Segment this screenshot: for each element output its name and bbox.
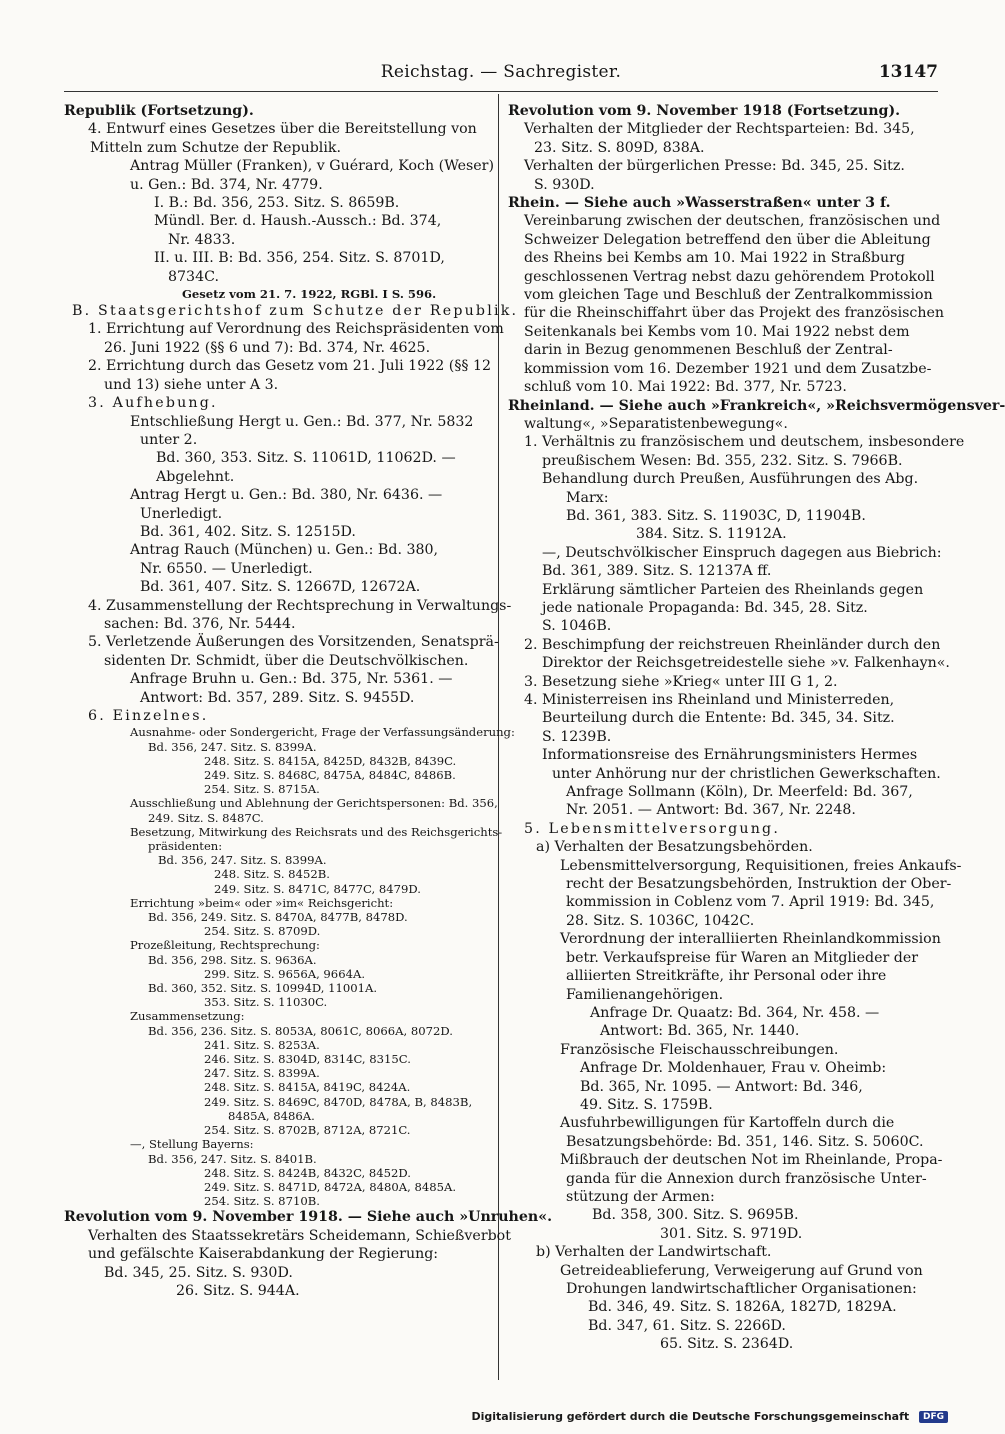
left-column-line: 248. Sitz. S. 8415A, 8425D, 8432B, 8439C. xyxy=(204,753,457,768)
running-title: Reichstag. — Sachregister. xyxy=(380,62,622,82)
left-column-line: 254. Sitz. S. 8715A. xyxy=(204,782,320,797)
left-column-line: 26. Juni 1922 (§§ 6 und 7): Bd. 374, Nr. 4625. xyxy=(104,339,431,356)
right-column-line: Französische Fleischausschreibungen. xyxy=(560,1041,839,1058)
left-column-line: 2. Errichtung durch das Gesetz vom 21. Juli 1922 (§§ 12 xyxy=(88,358,492,375)
right-column-line: 3. Besetzung siehe »Krieg« unter III G 1, 2. xyxy=(524,673,838,690)
right-column-line: Bd. 358, 300. Sitz. S. 9695B. xyxy=(592,1207,799,1224)
right-column-line: preußischem Wesen: Bd. 355, 232. Sitz. S. 7966B. xyxy=(542,452,903,469)
right-column-line: Revolution vom 9. November 1918 (Fortsetzung). xyxy=(508,103,901,119)
left-column-line: Mitteln zum Schutze der Republik. xyxy=(90,139,341,156)
right-column-line: Marx: xyxy=(566,489,609,506)
right-column-line: 28. Sitz. S. 1036C, 1042C. xyxy=(566,912,755,929)
left-column-line: 4. Entwurf eines Gesetzes über die Bereitstellung von xyxy=(88,121,477,138)
right-column-line: Mißbrauch der deutschen Not im Rheinlande, Propa- xyxy=(560,1152,943,1169)
right-column-line: betr. Verkaufspreise für Waren an Mitglieder der xyxy=(566,949,919,966)
right-column-line: Rheinland. — Siehe auch »Frankreich«, »Reichsvermögensver- xyxy=(508,397,1005,414)
left-column-line: unter 2. xyxy=(140,431,198,448)
funding-note: Digitalisierung gefördert durch die Deutsche Forschungsgemeinschaft xyxy=(471,1410,910,1423)
left-column-line: 241. Sitz. S. 8253A. xyxy=(204,1037,320,1052)
left-column-line: u. Gen.: Bd. 374, Nr. 4779. xyxy=(130,176,323,193)
left-column-line: I. B.: Bd. 356, 253. Sitz. S. 8659B. xyxy=(154,195,400,212)
right-column-line: stützung der Armen: xyxy=(566,1188,715,1205)
right-column-line: Erklärung sämtlicher Parteien des Rheinlands gegen xyxy=(542,581,924,598)
left-column-line: Errichtung »beim« oder »im« Reichsgericht: xyxy=(130,895,394,910)
right-column-line: b) Verhalten der Landwirtschaft. xyxy=(536,1244,772,1261)
right-column-line: S. 1046B. xyxy=(542,618,612,635)
left-column-line: Bd. 356, 247. Sitz. S. 8399A. xyxy=(158,853,327,868)
left-column-line: 248. Sitz. S. 8452B. xyxy=(214,867,330,882)
right-column-line: Familienangehörigen. xyxy=(566,986,724,1003)
left-column-line: Antrag Hergt u. Gen.: Bd. 380, Nr. 6436. — xyxy=(130,487,443,504)
right-column-line: Direktor der Reichsgetreidestelle siehe »v. Falkenhayn«. xyxy=(542,655,950,672)
left-column-line: Mündl. Ber. d. Haush.-Aussch.: Bd. 374, xyxy=(154,213,442,230)
left-column-line: Verhalten des Staatssekretärs Scheidemann, Schießverbot xyxy=(88,1227,511,1244)
left-column-line: Republik (Fortsetzung). xyxy=(64,103,254,119)
left-column-line: Bd. 360, 353. Sitz. S. 11061D, 11062D. — xyxy=(156,450,456,467)
left-column-line: 353. Sitz. S. 11030C. xyxy=(204,995,328,1010)
right-column-line: Ausfuhrbewilligungen für Kartoffeln durch die xyxy=(560,1115,895,1132)
right-column-line: ganda für die Annexion durch französische Unter- xyxy=(566,1170,927,1187)
left-column-line: 249. Sitz. S. 8469C, 8470D, 8478A, B, 8483B, xyxy=(204,1094,473,1109)
left-column-line: 248. Sitz. S. 8415A, 8419C, 8424A. xyxy=(204,1080,411,1095)
left-column-line: Bd. 356, 247. Sitz. S. 8401B. xyxy=(148,1151,317,1166)
left-column-line: sidenten Dr. Schmidt, über die Deutschvölkischen. xyxy=(104,652,469,669)
right-column-line: Schweizer Delegation betreffend den über die Ableitung xyxy=(524,231,931,248)
right-column-line: Verordnung der interalliierten Rheinlandkommission xyxy=(560,931,941,948)
left-column-line: Bd. 360, 352. Sitz. S. 10994D, 11001A. xyxy=(148,981,378,996)
left-column-line: 254. Sitz. S. 8702B, 8712A, 8721C. xyxy=(204,1123,411,1138)
left-column-line: Antwort: Bd. 357, 289. Sitz. S. 9455D. xyxy=(140,689,415,706)
left-column-line: Bd. 361, 402. Sitz. S. 12515D. xyxy=(140,523,356,540)
right-column-line: 5. Lebensmittelversorgung. xyxy=(524,820,781,837)
left-column-line: Gesetz vom 21. 7. 1922, RGBl. I S. 596. xyxy=(182,287,437,302)
left-column-line: 1. Errichtung auf Verordnung des Reichspräsidenten vom xyxy=(88,321,504,338)
left-column-line: 8734C. xyxy=(168,268,219,285)
right-column-line: Besatzungsbehörde: Bd. 351, 146. Sitz. S. 5060C. xyxy=(566,1133,924,1150)
left-column-line: 26. Sitz. S. 944A. xyxy=(176,1282,300,1299)
left-column-line: 5. Verletzende Äußerungen des Vorsitzenden, Senatsprä- xyxy=(88,634,499,651)
left-column-line: Antrag Müller (Franken), v Guérard, Koch (Weser) xyxy=(130,158,495,175)
left-column-line: 249. Sitz. S. 8487C. xyxy=(148,810,264,825)
right-column-line: Vereinbarung zwischen der deutschen, französischen und xyxy=(524,213,941,230)
right-column-line: kommission in Coblenz vom 7. April 1919: Bd. 345, xyxy=(566,894,935,911)
left-column-line: Entschließung Hergt u. Gen.: Bd. 377, Nr. 5832 xyxy=(130,413,474,430)
right-column-line: Verhalten der bürgerlichen Presse: Bd. 345, 25. Sitz. xyxy=(524,158,905,175)
left-column-line: Bd. 361, 407. Sitz. S. 12667D, 12672A. xyxy=(140,579,421,596)
page-number: 13147 xyxy=(878,62,938,82)
page-header xyxy=(64,62,938,92)
right-column-line: Behandlung durch Preußen, Ausführungen des Abg. xyxy=(542,471,919,488)
left-column-line: Bd. 356, 298. Sitz. S. 9636A. xyxy=(148,952,317,967)
left-column-line: und 13) siehe unter A 3. xyxy=(104,376,279,393)
left-column-line: Zusammensetzung: xyxy=(130,1009,245,1024)
left-column-line: B. Staatsgerichtshof zum Schutze der Republik. xyxy=(72,303,519,320)
right-column-line: Seitenkanals bei Kembs vom 10. Mai 1922 nebst dem xyxy=(524,323,910,340)
right-column-line: S. 1239B. xyxy=(542,728,612,745)
right-column-line: Informationsreise des Ernährungsministers Hermes xyxy=(542,747,918,764)
right-column-line: a) Verhalten der Besatzungsbehörden. xyxy=(536,839,813,856)
left-column-line: Revolution vom 9. November 1918. — Siehe auch »Unruhen«. xyxy=(64,1209,553,1226)
right-column-line: 1. Verhältnis zu französischem und deutschem, insbesondere xyxy=(524,434,965,451)
left-column-line: Ausschließung und Ablehnung der Gerichtspersonen: Bd. 356, xyxy=(130,796,498,811)
right-column-line: waltung«, »Separatistenbewegung«. xyxy=(524,415,788,432)
right-column-line: —, Deutschvölkischer Einspruch dagegen aus Biebrich: xyxy=(542,544,942,561)
left-column-line: Bd. 356, 247. Sitz. S. 8399A. xyxy=(148,739,317,754)
left-column-line: II. u. III. B: Bd. 356, 254. Sitz. S. 8701D, xyxy=(154,250,445,267)
right-column-line: Beurteilung durch die Entente: Bd. 345, 34. Sitz. xyxy=(542,710,895,727)
right-column-line: Bd. 346, 49. Sitz. S. 1826A, 1827D, 1829A. xyxy=(588,1299,897,1316)
left-column-line: 247. Sitz. S. 8399A. xyxy=(204,1066,320,1081)
right-column-line: 301. Sitz. S. 9719D. xyxy=(660,1225,803,1242)
footer-note xyxy=(471,1410,948,1423)
right-column-line: kommission vom 16. Dezember 1921 und dem Zusatzbe- xyxy=(524,360,932,377)
right-column-line: jede nationale Propaganda: Bd. 345, 28. Sitz. xyxy=(542,599,868,616)
left-column-line: —, Stellung Bayerns: xyxy=(130,1137,254,1152)
left-column-line: 8485A, 8486A. xyxy=(228,1108,315,1123)
right-column-line: 23. Sitz. S. 809D, 838A. xyxy=(534,139,705,156)
right-column-line: 49. Sitz. S. 1759B. xyxy=(580,1096,713,1113)
right-column-line: Anfrage Sollmann (Köln), Dr. Meerfeld: Bd. 367, xyxy=(566,784,913,801)
left-column-line: Prozeßleitung, Rechtsprechung: xyxy=(130,938,320,953)
right-column-line: recht der Besatzungsbehörden, Instruktion der Ober- xyxy=(566,876,952,893)
right-column-line: darin in Bezug genommenen Beschluß der Zentral- xyxy=(524,342,893,359)
left-column-line: 4. Zusammenstellung der Rechtsprechung in Verwaltungs- xyxy=(88,597,512,614)
left-column-line: Bd. 345, 25. Sitz. S. 930D. xyxy=(104,1264,293,1281)
left-column-line: Bd. 356, 236. Sitz. S. 8053A, 8061C, 8066A, 8072D. xyxy=(148,1023,453,1038)
right-column-line: des Rheins bei Kembs am 10. Mai 1922 in Straßburg xyxy=(524,250,905,267)
left-column-line: 249. Sitz. S. 8468C, 8475A, 8484C, 8486B. xyxy=(204,768,456,783)
left-column-line: Nr. 6550. — Unerledigt. xyxy=(140,560,313,577)
right-column-line: Bd. 365, Nr. 1095. — Antwort: Bd. 346, xyxy=(580,1078,863,1095)
right-column-line: alliierten Streitkräfte, ihr Personal oder ihre xyxy=(566,968,887,985)
right-column-line: S. 930D. xyxy=(534,176,595,193)
right-column-line: 2. Beschimpfung der reichstreuen Rheinländer durch den xyxy=(524,636,941,653)
left-column-line: 6. Einzelnes. xyxy=(88,708,209,724)
left-column-line: sachen: Bd. 376, Nr. 5444. xyxy=(104,615,296,632)
right-column-line: Nr. 2051. — Antwort: Bd. 367, Nr. 2248. xyxy=(566,802,856,819)
left-column-line: Nr. 4833. xyxy=(168,231,236,248)
right-column-line: Anfrage Dr. Quaatz: Bd. 364, Nr. 458. — xyxy=(590,1004,880,1021)
right-column-line: 384. Sitz. S. 11912A. xyxy=(636,526,787,543)
left-column-line: 249. Sitz. S. 8471D, 8472A, 8480A, 8485A. xyxy=(204,1179,457,1194)
right-column-line: unter Anhörung nur der christlichen Gewerkschaften. xyxy=(552,765,941,782)
left-column-line: 246. Sitz. S. 8304D, 8314C, 8315C. xyxy=(204,1052,411,1067)
left-column-line: 248. Sitz. S. 8424B, 8432C, 8452D. xyxy=(204,1165,411,1180)
left-column-line: 3. Aufhebung. xyxy=(88,395,218,412)
left-column-line: Bd. 356, 249. Sitz. S. 8470A, 8477B, 8478D. xyxy=(148,910,408,925)
left-column-line: Ausnahme- oder Sondergericht, Frage der Verfassungsänderung: xyxy=(130,725,515,740)
left-column-line: Besetzung, Mitwirkung des Reichsrats und des Reichsgerichts- xyxy=(130,824,503,839)
right-column xyxy=(508,102,1005,1354)
left-column-line: 249. Sitz. S. 8471C, 8477C, 8479D. xyxy=(214,881,421,896)
right-column-line: für die Rheinschiffahrt über das Projekt des französischen xyxy=(524,305,945,322)
right-column-line: Getreideablieferung, Verweigerung auf Grund von xyxy=(560,1262,923,1279)
right-column-line: Bd. 361, 389. Sitz. S. 12137A ff. xyxy=(542,563,772,580)
left-column-line: Unerledigt. xyxy=(140,505,223,522)
right-column-line: Lebensmittelversorgung, Requisitionen, freies Ankaufs- xyxy=(560,857,962,874)
left-column-line: 254. Sitz. S. 8710B. xyxy=(204,1194,320,1209)
left-column-line: 254. Sitz. S. 8709D. xyxy=(204,924,321,939)
left-column-line: 299. Sitz. S. 9656A, 9664A. xyxy=(204,966,365,981)
right-column-line: vom gleichen Tage und Beschluß der Zentralkommission xyxy=(524,287,933,304)
dfg-logo: DFG xyxy=(919,1411,948,1423)
right-column-line: schluß vom 10. Mai 1922: Bd. 377, Nr. 5723. xyxy=(524,379,847,396)
left-column-line: präsidenten: xyxy=(148,839,223,854)
right-column-line: Anfrage Dr. Moldenhauer, Frau v. Oheimb: xyxy=(580,1060,887,1077)
right-column-line: 4. Ministerreisen ins Rheinland und Ministerreden, xyxy=(524,692,895,708)
right-column-line: 65. Sitz. S. 2364D. xyxy=(660,1336,794,1353)
left-column-line: Antrag Rauch (München) u. Gen.: Bd. 380, xyxy=(130,542,439,559)
right-column-line: geschlossenen Vertrag nebst dazu gehörendem Protokoll xyxy=(524,268,935,285)
right-column-line: Bd. 361, 383. Sitz. S. 11903C, D, 11904B. xyxy=(566,507,866,524)
left-column-line: und gefälschte Kaiserabdankung der Regierung: xyxy=(88,1246,439,1263)
right-column-line: Rhein. — Siehe auch »Wasserstraßen« unter 3 f. xyxy=(508,195,891,212)
right-column-line: Antwort: Bd. 365, Nr. 1440. xyxy=(600,1023,800,1040)
header-rule xyxy=(64,91,938,92)
right-column-line: Verhalten der Mitglieder der Rechtsparteien: Bd. 345, xyxy=(524,121,915,138)
right-column-line: Bd. 347, 61. Sitz. S. 2266D. xyxy=(588,1317,786,1334)
left-column-line: Abgelehnt. xyxy=(156,468,235,485)
right-column-line: Drohungen landwirtschaftlicher Organisationen: xyxy=(566,1281,917,1297)
left-column xyxy=(64,102,553,1300)
left-column-line: Anfrage Bruhn u. Gen.: Bd. 375, Nr. 5361. — xyxy=(130,671,453,688)
